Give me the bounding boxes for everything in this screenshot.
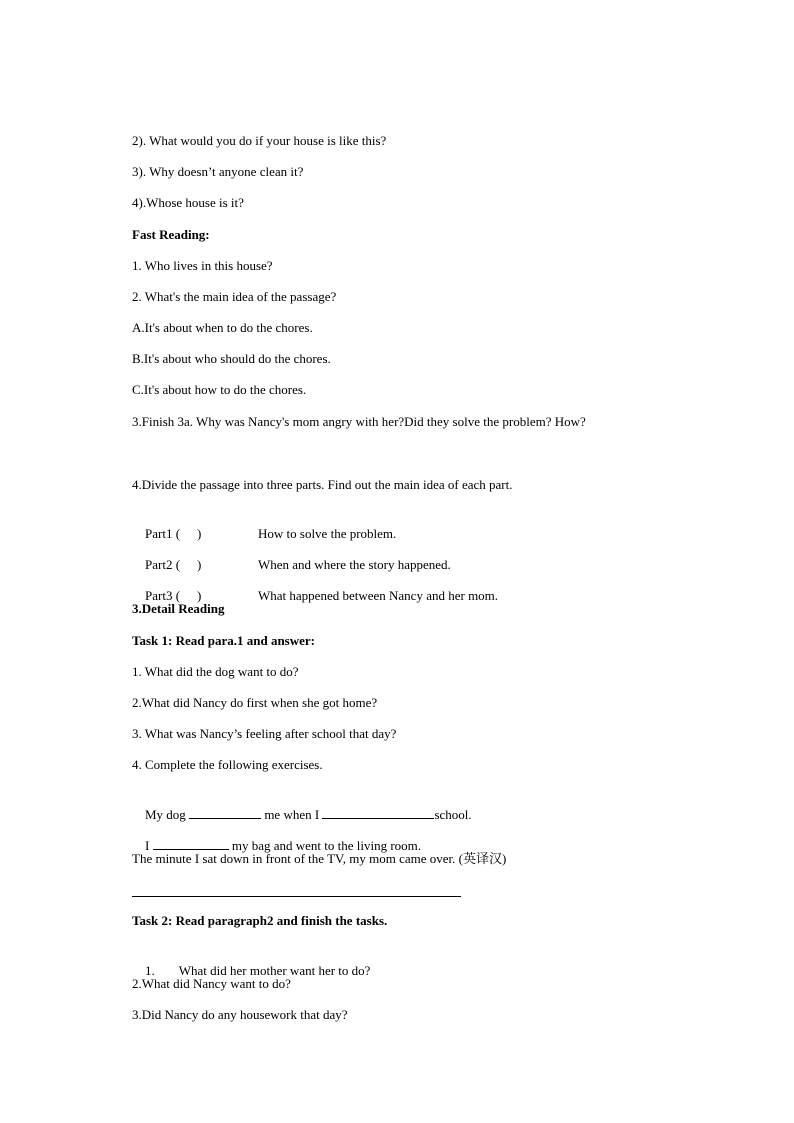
exercise-1-text-a: My dog: [145, 807, 190, 822]
part-close: ): [197, 557, 202, 572]
task1-question-3: 3. What was Nancy’s feeling after school that day?: [132, 726, 397, 741]
part-idea: When and where the story happened.: [258, 557, 451, 572]
fast-reading-question-1: 1. Who lives in this house?: [132, 258, 273, 273]
task2-question-1-number: 1.: [145, 963, 155, 978]
part-label: Part3 (: [145, 588, 181, 603]
exercise-3: The minute I sat down in front of the TV, my mom came over. (英译汉): [132, 851, 507, 866]
intro-question-2: 2). What would you do if your house is like this?: [132, 133, 387, 148]
exercise-2-text-a: I: [145, 838, 153, 853]
fast-reading-question-2: 2. What's the main idea of the passage?: [132, 289, 337, 304]
translation-answer-line[interactable]: [132, 896, 461, 897]
option-a: A.It's about when to do the chores.: [132, 320, 313, 335]
task2-question-1-text: What did her mother want her to do?: [178, 963, 371, 978]
exercise-1-blank-1[interactable]: [189, 806, 261, 819]
intro-question-4: 4).Whose house is it?: [132, 195, 244, 210]
part-idea: What happened between Nancy and her mom.: [258, 588, 499, 603]
part-idea: How to solve the problem.: [258, 526, 397, 541]
task2-heading: Task 2: Read paragraph2 and finish the tasks.: [132, 913, 388, 928]
task2-question-2: 2.What did Nancy want to do?: [132, 976, 291, 991]
exercise-1-blank-2[interactable]: [322, 806, 434, 819]
part-label: Part2 (: [145, 557, 181, 572]
detail-reading-heading: 3.Detail Reading: [132, 601, 225, 616]
task1-heading: Task 1: Read para.1 and answer:: [132, 633, 315, 648]
task1-question-2: 2.What did Nancy do first when she got home?: [132, 695, 378, 710]
task2-question-3: 3.Did Nancy do any housework that day?: [132, 1007, 348, 1022]
option-b: B.It's about who should do the chores.: [132, 351, 331, 366]
fast-reading-question-3: 3.Finish 3a. Why was Nancy's mom angry with her?Did they solve the problem? How?: [132, 414, 586, 429]
fast-reading-question-4: 4.Divide the passage into three parts. Find out the main idea of each part.: [132, 477, 513, 492]
exercise-1-text-c: school.: [434, 807, 472, 822]
intro-question-3: 3). Why doesn’t anyone clean it?: [132, 164, 304, 179]
exercise-2-blank[interactable]: [153, 837, 229, 850]
task1-question-1: 1. What did the dog want to do?: [132, 664, 299, 679]
exercise-2-text-b: my bag and went to the living room.: [228, 838, 422, 853]
option-c: C.It's about how to do the chores.: [132, 382, 307, 397]
part-close: ): [197, 526, 202, 541]
part-close: ): [197, 588, 202, 603]
part-label: Part1 (: [145, 526, 181, 541]
task1-question-4: 4. Complete the following exercises.: [132, 757, 323, 772]
exercise-1-text-b: me when I: [261, 807, 323, 822]
fast-reading-heading: Fast Reading:: [132, 227, 210, 242]
